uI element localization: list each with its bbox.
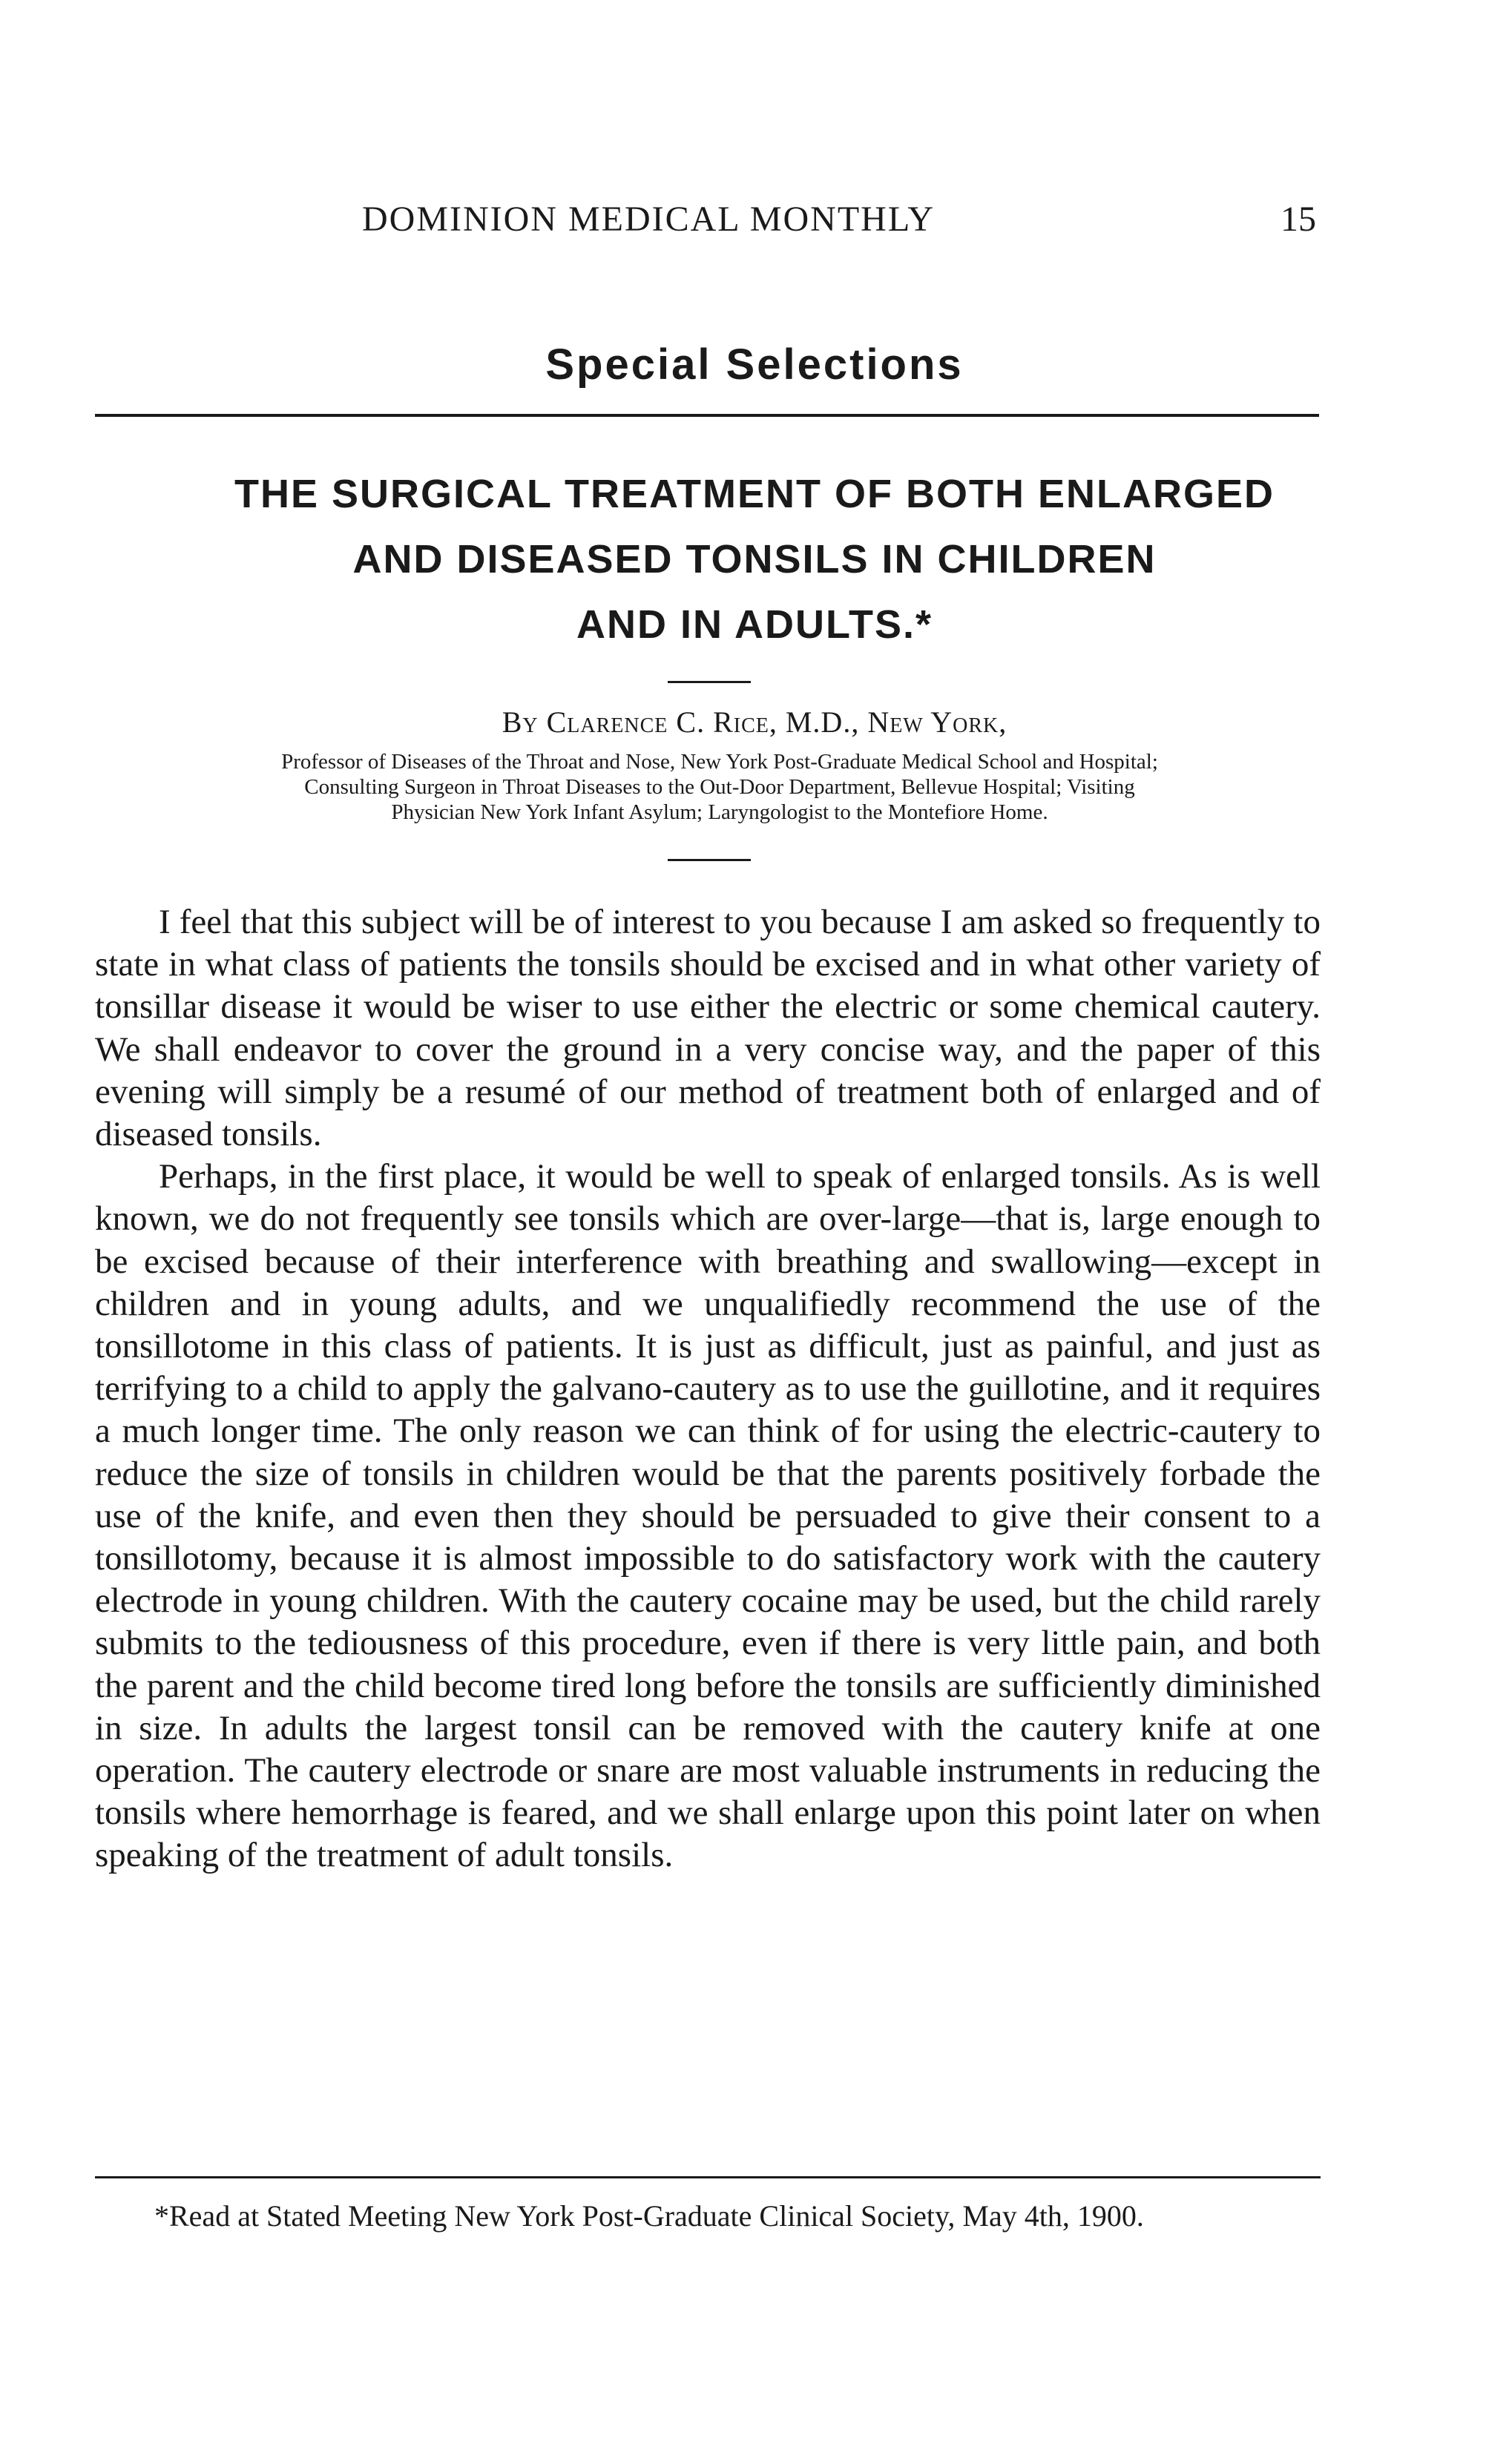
article-title-line: AND DISEASED TONSILS IN CHILDREN xyxy=(352,537,1157,582)
running-head xyxy=(0,199,1509,243)
journal-title: DOMINION MEDICAL MONTHLY xyxy=(362,200,936,239)
body-paragraph: I feel that this subject will be of interest to you because I am asked so frequently to state in what class of patients the tonsils should be excised and in what other variety of tonsillar disease it would be wiser to use either the electric or some chemical cautery. We shall endeavor to cover the ground in a very concise way, and the paper of this evening will simply be a resumé of our method of treatment both of enlarged and of diseased tonsils. xyxy=(95,903,1321,1154)
footnote-divider xyxy=(95,2176,1321,2178)
article-body xyxy=(95,901,1321,1877)
credentials-line: Professor of Diseases of the Throat and Nose, New York Post-Graduate Medical School and Hospital; xyxy=(281,750,1158,774)
body-paragraph: Perhaps, in the first place, it would be well to speak of enlarged tonsils. As is well known, we do not frequently see tonsils which are over-large—that is, large enough to be excised because of their interference with breathing and swallowing—except in children and in young adults, and we unqualifiedly recommend the use of the tonsillotome in this class of patients. It is just as difficult, just as painful, and just as terrifying to a child to apply the galvano-cautery as to use the guillotine, and it requires a much longer time. The only reason we can think of for using the electric-cautery to reduce the size of tonsils in children would be that the parents positively forbade the use of the knife, and even then they should be persuaded to give their consent to a tonsillotomy, because it is almost impossible to do satisfactory work with the cautery electrode in young children. With the cautery cocaine may be used, but the child rarely submits to the tediousness of this procedure, even if there is very little pain, and both the parent and the child become tired long before the tonsils are sufficiently diminished in size. In adults the largest tonsil can be removed with the cautery knife at one operation. The cautery electrode or snare are most valuable instruments in reducing the tonsils where hemorrhage is feared, and we shall enlarge upon this point later on when speaking of the treatment of adult tonsils. xyxy=(95,1157,1321,1875)
footnote: *Read at Stated Meeting New York Post-Graduate Clinical Society, May 4th, 1900. xyxy=(154,2199,1144,2233)
author-credentials xyxy=(111,749,1328,825)
author-byline: By Clarence C. Rice, M.D., New York, xyxy=(502,705,1007,739)
title-divider xyxy=(668,681,751,683)
credentials-line: Consulting Surgeon in Throat Diseases to the Out-Door Department, Bellevue Hospital; Visiting xyxy=(304,775,1135,799)
article-title xyxy=(0,461,1509,657)
page-number: 15 xyxy=(1280,200,1316,239)
article-title-line: THE SURGICAL TREATMENT OF BOTH ENLARGED xyxy=(234,472,1275,516)
article-title-line: AND IN ADULTS.* xyxy=(576,602,933,647)
byline-divider xyxy=(668,859,751,861)
credentials-line: Physician New York Infant Asylum; Laryngologist to the Montefiore Home. xyxy=(391,800,1048,824)
section-divider xyxy=(95,414,1319,417)
section-heading: Special Selections xyxy=(545,340,964,389)
